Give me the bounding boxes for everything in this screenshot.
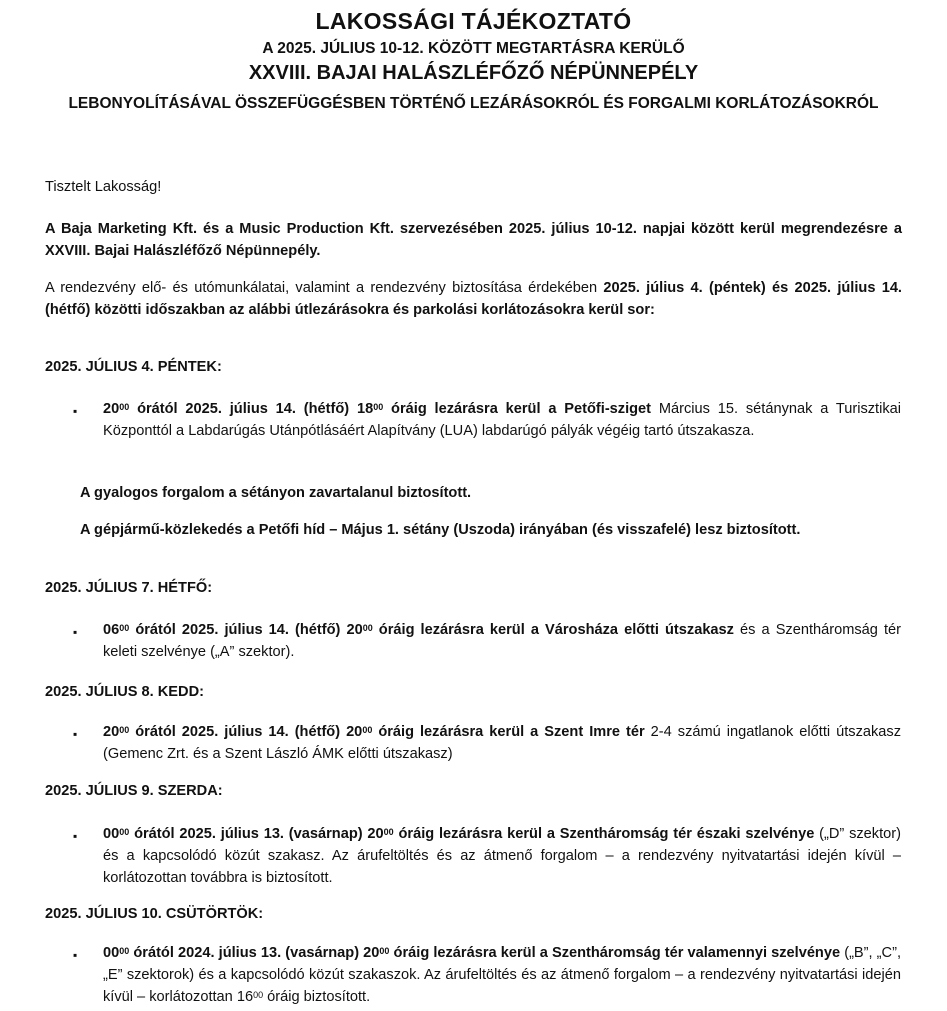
section-date: 2025. JÚLIUS 7. HÉTFŐ: <box>45 580 213 596</box>
document-subtitle-topic: LEBONYOLÍTÁSÁVAL ÖSSZEFÜGGÉSBEN TÖRTÉNŐ LEZÁRÁSOKRÓL ÉS FORGALMI KORLÁTOZÁSOKRÓL <box>68 95 879 112</box>
event-name: XXVIII. BAJAI HALÁSZLÉFŐZŐ NÉPÜNNEPÉLY <box>248 62 699 84</box>
list-item: $00^{00}$ órától 2025. július 13. (vasárnap) $20^{00}$ óráig lezárásra kerül a Szentháromság tér északi szelvénye („D” szektor) és a kapcsolódó közút szakasz. Az árufeltöltés és az átmenő forgalom – a rendezvény nyitvatartási idején kívül – korlátozottan továbbra is biztosított. <box>103 826 901 886</box>
section-date: 2025. JÚLIUS 9. SZERDA: <box>45 783 223 799</box>
greeting: Tisztelt Lakosság! <box>45 179 162 195</box>
bullet-icon: ▪ <box>73 948 78 962</box>
section-date: 2025. JÚLIUS 10. CSÜTÖRTÖK: <box>45 906 264 922</box>
bullet-icon: ▪ <box>73 829 78 843</box>
intro-paragraph: A Baja Marketing Kft. és a Music Production Kft. szervezésében 2025. július 10-12. napjai között kerül megrendezésre a XXVIII. Bajai Halászléfőző Népünnepély. <box>45 221 902 259</box>
bullet-icon: ▪ <box>73 625 78 639</box>
note-vehicle: A gépjármű-közlekedés a Petőfi híd – Május 1. sétány (Uszoda) irányában (és visszafelé) lesz biztosított. <box>80 522 801 538</box>
section-date: 2025. JÚLIUS 8. KEDD: <box>45 684 204 700</box>
list-item: $06^{00}$ órától 2025. július 14. (hétfő) $20^{00}$ óráig lezárásra kerül a Városháza előtti útszakasz és a Szentháromság tér keleti szelvénye („A” szektor). <box>103 622 901 660</box>
list-item: $00^{00}$ órától 2024. július 13. (vasárnap) $20^{00}$ óráig lezárásra kerül a Szentháromság tér valamennyi szelvénye („B”, „C”, „E” szektorok) és a kapcsolódó közút szakaszok. Az árufeltöltés és az átmenő forgalom – a rendezvény nyitvatartási idején kívül – korlátozottan $16^{00}$ óráig biztosított. <box>103 945 901 1005</box>
document-title: LAKOSSÁGI TÁJÉKOZTATÓ <box>315 8 632 34</box>
list-item: $20^{00}$ órától 2025. július 14. (hétfő) $20^{00}$ óráig lezárásra kerül a Szent Imre tér 2-4 számú ingatlanok előtti útszakasz (Gemenc Zrt. és a Szent László ÁMK előtti útszakasz) <box>103 724 901 762</box>
document-subtitle-date: A 2025. JÚLIUS 10-12. KÖZÖTT MEGTARTÁSRA KERÜLŐ <box>262 40 685 57</box>
intro-paragraph-2: A rendezvény elő- és utómunkálatai, valamint a rendezvény biztosítása érdekében 2025. július 4. (péntek) és 2025. július 14. (hétfő) közötti időszakban az alábbi útlezárásokra és parkolási korlátozásokra kerül sor: <box>45 280 902 318</box>
note-pedestrian: A gyalogos forgalom a sétányon zavartalanul biztosított. <box>80 485 472 501</box>
bullet-icon: ▪ <box>73 404 78 418</box>
section-date: 2025. JÚLIUS 4. PÉNTEK: <box>45 359 222 375</box>
list-item: $20^{00}$ órától 2025. július 14. (hétfő) $18^{00}$ óráig lezárásra kerül a Petőfi-sziget Március 15. sétánynak a Turisztikai Központtól a Labdarúgás Utánpótlásáért Alapítvány (LUA) labdarúgó pályák végéig tartó útszakasza. <box>103 401 902 439</box>
bullet-icon: ▪ <box>73 727 78 741</box>
